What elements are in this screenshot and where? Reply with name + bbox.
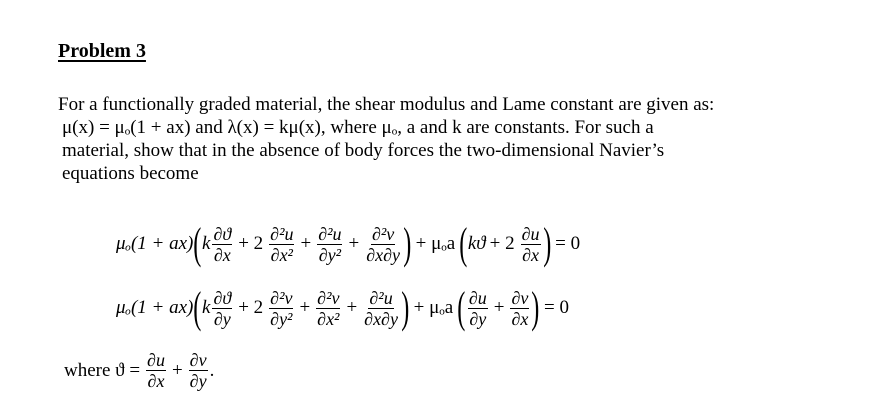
- statement-line-4: equations become: [62, 163, 199, 184]
- eq1-k-theta: kϑ: [467, 233, 486, 254]
- frac-numerator: ∂u: [468, 287, 487, 308]
- eq2-rhs: = 0: [544, 297, 569, 318]
- frac-numerator: ∂²u: [369, 287, 393, 308]
- frac-numerator: ∂²u: [318, 223, 342, 244]
- eq1-mid-term: + μₒa: [415, 233, 456, 254]
- eq1-plus-two-b: + 2: [489, 233, 515, 254]
- frac-denominator: ∂y: [469, 308, 487, 329]
- frac-numerator: ∂u: [147, 350, 165, 370]
- eq1-rhs: = 0: [555, 233, 581, 254]
- frac-numerator: ∂ϑ: [213, 223, 232, 244]
- frac-denominator: ∂y: [189, 371, 207, 391]
- frac-denominator: ∂y: [213, 308, 231, 329]
- statement-line-1: For a functionally graded material, the shear modulus and Lame constant are given as:: [58, 94, 715, 115]
- eq2-plus-a: +: [299, 297, 311, 318]
- frac-numerator: ∂²v: [317, 287, 340, 308]
- eq1-frac-du-dx: [521, 224, 541, 265]
- frac-numerator: ∂v: [189, 350, 207, 370]
- problem-statement: [58, 93, 838, 185]
- eq1-open-paren: (: [193, 219, 202, 268]
- eq2-close-paren-2: ): [531, 283, 540, 332]
- eq2-frac-d2u-dxdy: [363, 288, 399, 329]
- eq2-plus-two: + 2: [238, 297, 264, 318]
- frac-numerator: ∂ϑ: [213, 287, 232, 308]
- eq1-plus-two: + 2: [238, 233, 264, 254]
- where-frac-du-dx: [146, 350, 166, 391]
- statement-line-3: material, show that in the absence of body forces the two-dimensional Navier’s: [62, 140, 665, 161]
- eq2-close-paren: ): [401, 283, 410, 332]
- frac-numerator: ∂v: [511, 287, 529, 308]
- eq1-frac-dtheta-dx: [212, 224, 232, 265]
- eq2-frac-d2v-dy2: [269, 288, 293, 329]
- frac-denominator: ∂x²: [317, 308, 340, 329]
- frac-denominator: ∂y²: [270, 308, 293, 329]
- eq2-open-paren-2: (: [457, 283, 466, 332]
- eq2-frac-dtheta-dy: [212, 288, 232, 329]
- navier-equation-x: [116, 219, 584, 268]
- frac-numerator: ∂u: [521, 223, 540, 244]
- eq1-frac-d2u-dx2: [269, 224, 294, 265]
- where-label: where ϑ =: [64, 359, 141, 381]
- eq2-lead: μₒ(1 + ax): [116, 297, 194, 318]
- eq2-frac-du-dy: [468, 288, 488, 329]
- eq2-plus-b: +: [346, 297, 358, 318]
- statement-line-2: μ(x) = μₒ(1 + ax) and λ(x) = kμ(x), where μₒ, a and k are constants. For such a: [62, 117, 654, 138]
- eq1-close-paren: ): [403, 219, 412, 268]
- where-plus: +: [171, 359, 183, 381]
- eq2-open-paren: (: [193, 283, 202, 332]
- frac-denominator: ∂y²: [318, 244, 341, 265]
- eq2-frac-d2v-dx2: [316, 288, 340, 329]
- where-frac-dv-dy: [189, 350, 208, 391]
- frac-denominator: ∂x: [213, 244, 231, 265]
- frac-denominator: ∂x∂y: [366, 244, 400, 265]
- theta-definition: [64, 350, 214, 391]
- eq2-plus-c: +: [493, 297, 505, 318]
- eq2-frac-dv-dx: [510, 288, 529, 329]
- eq1-frac-d2v-dxdy: [365, 224, 401, 265]
- frac-numerator: ∂²v: [270, 287, 293, 308]
- eq1-open-paren-2: (: [459, 219, 468, 268]
- problem-heading: Problem 3: [58, 40, 146, 62]
- eq1-close-paren-2: ): [542, 219, 551, 268]
- frac-denominator: ∂x: [511, 308, 529, 329]
- eq1-lead: μₒ(1 + ax): [116, 233, 194, 254]
- frac-denominator: ∂x∂y: [364, 308, 398, 329]
- eq2-mid-term: + μₒa: [413, 297, 454, 318]
- eq2-k: k: [202, 297, 211, 318]
- eq1-plus-b: +: [348, 233, 360, 254]
- frac-denominator: ∂x: [147, 371, 165, 391]
- eq1-frac-d2u-dy2: [317, 224, 342, 265]
- frac-denominator: ∂x²: [270, 244, 293, 265]
- frac-numerator: ∂²v: [371, 223, 395, 244]
- navier-equation-y: [116, 283, 573, 332]
- frac-denominator: ∂x: [522, 244, 539, 265]
- eq1-k: k: [202, 233, 211, 254]
- where-period: .: [209, 359, 215, 381]
- eq1-plus-a: +: [300, 233, 312, 254]
- frac-numerator: ∂²u: [270, 223, 294, 244]
